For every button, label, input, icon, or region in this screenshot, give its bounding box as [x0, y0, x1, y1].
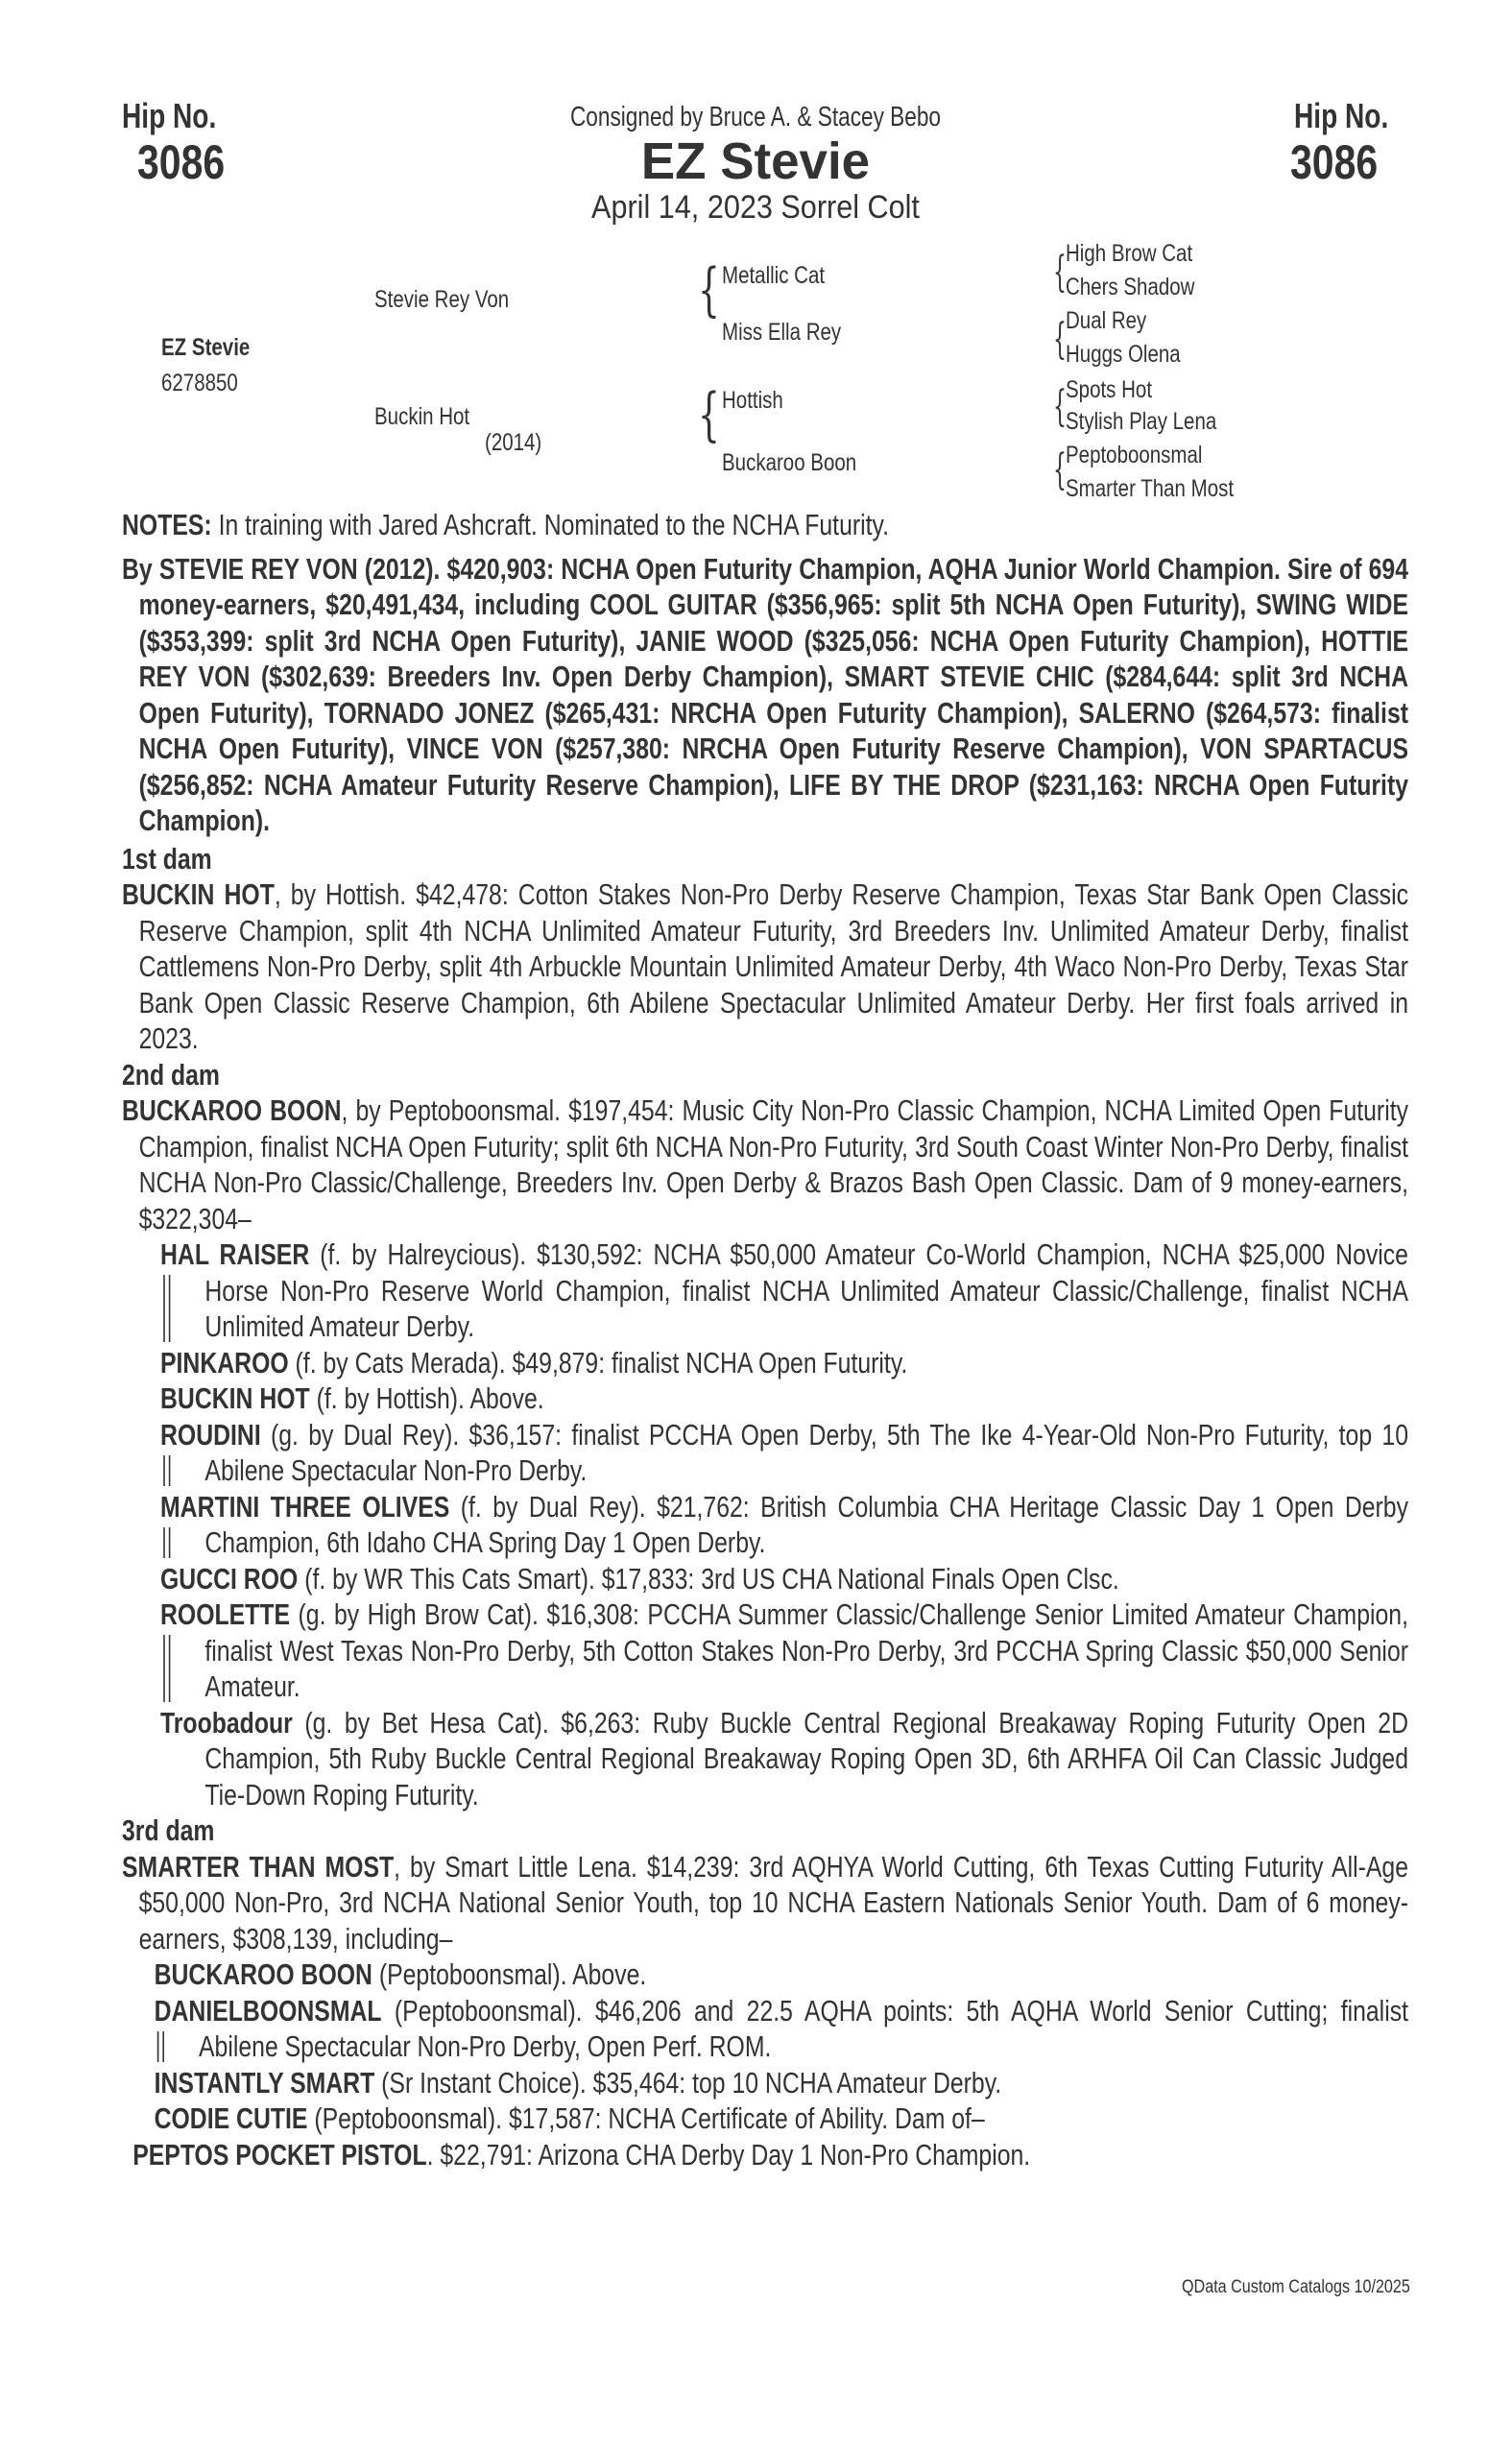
pedigree-dam: Buckin Hot — [374, 403, 470, 430]
produce-name: GUCCI ROO — [160, 1561, 299, 1596]
pedigree-gen3: Huggs Olena — [1066, 341, 1181, 368]
produce-name: INSTANTLY SMART — [154, 2065, 375, 2100]
pedigree-sire-dam: Miss Ella Rey — [722, 319, 842, 346]
hip-number-right: 3086 — [1290, 135, 1379, 189]
third-dam-heading: 3rd dam — [122, 1813, 215, 1847]
produce-name: CODIE CUTIE — [154, 2101, 308, 2135]
produce-text: (g. by Bet Hesa Cat). $6,263: Ruby Buckle Central Regional Breakaway Roping Futurity Open 2D Champion, 5th Ruby Buckle Central Regional Breakaway Roping Open 3D, 6th ARHFA Oil Can Classic Judged Tie-Down Roping Futurity. — [204, 1705, 1408, 1812]
produce-item — [160, 1489, 1408, 1561]
continuation-bar — [157, 2031, 164, 2062]
hip-number-left: 3086 — [137, 135, 226, 189]
produce-name: DANIELBOONSMAL — [154, 1993, 382, 2028]
second-dam-entry — [122, 1092, 1408, 1236]
produce-name: Troobadour — [160, 1705, 293, 1740]
pedigree-dam-year: (2014) — [485, 429, 542, 456]
second-dam-heading: 2nd dam — [122, 1057, 220, 1092]
first-dam-entry — [122, 876, 1408, 1057]
pedigree-gen3: Stylish Play Lena — [1066, 408, 1217, 435]
notes — [122, 507, 1408, 543]
grand-produce-item — [132, 2137, 1408, 2173]
third-dam-text: , by Smart Little Lena. $14,239: 3rd AQHYA World Cutting, 6th Texas Cutting Futurity All-Age $50,000 Non-Pro, 3rd NCHA National Senior Youth, top 10 NCHA Eastern Nationals Senior Youth. Dam of 6 money-earners, $308,139, including– — [138, 1849, 1409, 1956]
first-dam-heading: 1st dam — [122, 841, 212, 876]
pedigree-horse: EZ Stevie — [161, 334, 251, 361]
continuation-bar — [163, 1455, 170, 1486]
hip-label-left: Hip No. — [122, 96, 217, 135]
horse-name: EZ Stevie — [640, 132, 871, 190]
second-dam-text: , by Peptoboonsmal. $197,454: Music City Non-Pro Classic Champion, NCHA Limited Open Futurity Champion, finalist NCHA Open Futurity; split 6th NCHA Non-Pro Futurity, 3rd South Coast Winter Non-Pro Derby, finalist NCHA Non-Pro Classic/Challenge, Breeders Inv. Open Derby & Brazos Bash Open Classic. Dam of 9 money-earners, $322,304– — [138, 1093, 1409, 1236]
produce-text: (g. by Dual Rey). $36,157: finalist PCCHA Open Derby, 5th The Ike 4-Year-Old Non-Pro Futurity, top 10 Abilene Spectacular Non-Pro Derby. — [204, 1417, 1408, 1487]
produce-name: ROOLETTE — [160, 1597, 291, 1631]
second-dam-name: BUCKAROO BOON — [122, 1093, 342, 1127]
first-dam-name: BUCKIN HOT — [122, 877, 275, 911]
footer-credit: QData Custom Catalogs 10/2025 — [1182, 2277, 1410, 2297]
pedigree-registration: 6278850 — [161, 370, 238, 396]
sire-summary: By STEVIE REY VON (2012). $420,903: NCHA Open Futurity Champion, AQHA Junior World Champion. Sire of 694 money-earners, $20,491,434, including COOL GUITAR ($356,965: split 5th NCHA Open Futurity), SWING WIDE ($353,399: split 3rd NCHA Open Futurity), JANIE WOOD ($325,056: NCHA Open Futurity Champion), HOTTIE REY VON ($302,639: Breeders Inv. Open Derby Champion), SMART STEVIE CHIC ($284,644: split 3rd NCHA Open Futurity), TORNADO JONEZ ($265,431: NRCHA Open Futurity Champion), SALERNO ($264,573: finalist NCHA Open Futurity), VINCE VON ($257,380: NRCHA Open Futurity Reserve Champion), VON SPARTACUS ($256,852: NCHA Amateur Futurity Reserve Champion), LIFE BY THE DROP ($231,163: NRCHA Open Futurity Champion). — [122, 551, 1409, 837]
pedigree-sire-sire: Metallic Cat — [722, 262, 826, 289]
produce-text: (f. by Dual Rey). $21,762: British Columbia CHA Heritage Classic Day 1 Open Derby Champion, 6th Idaho CHA Spring Day 1 Open Derby. — [204, 1489, 1408, 1559]
produce-text: (f. by WR This Cats Smart). $17,833: 3rd US CHA National Finals Open Clsc. — [298, 1561, 1119, 1596]
hip-block-left — [122, 96, 244, 190]
pedigree-gen3: Peptoboonsmal — [1066, 442, 1203, 468]
produce-item — [155, 2065, 1408, 2101]
continuation-bar — [163, 1527, 170, 1558]
foaling-info: April 14, 2023 Sorrel Colt — [591, 189, 920, 226]
brace-icon: { — [1053, 445, 1067, 494]
pedigree-dam-dam: Buckaroo Boon — [722, 449, 857, 476]
produce-item — [155, 2100, 1408, 2137]
catalog-body — [122, 507, 1408, 2172]
pedigree-sire: Stevie Rey Von — [374, 286, 510, 313]
produce-item — [155, 1956, 1408, 1993]
produce-item — [160, 1561, 1408, 1597]
third-dam-entry — [122, 1849, 1408, 1957]
second-dam-produce-list — [122, 1236, 1408, 1812]
third-dam-name: SMARTER THAN MOST — [122, 1849, 395, 1884]
produce-text: (g. by High Brow Cat). $16,308: PCCHA Summer Classic/Challenge Senior Limited Amateur Champion, finalist West Texas Non-Pro Derby, 5th Cotton Stakes Non-Pro Derby, 3rd PCCHA Spring Classic $50,000 Senior Amateur. — [204, 1597, 1408, 1703]
produce-name: ROUDINI — [160, 1417, 261, 1452]
produce-text: (Sr Instant Choice). $35,464: top 10 NCHA Amateur Derby. — [374, 2065, 1002, 2100]
produce-item — [160, 1417, 1408, 1489]
brace-icon: { — [1053, 248, 1067, 297]
brace-icon: { — [1053, 382, 1067, 431]
produce-item — [160, 1345, 1408, 1381]
notes-text: In training with Jared Ashcraft. Nominated to the NCHA Futurity. — [211, 508, 889, 541]
hip-block-right — [1290, 96, 1415, 190]
brace-icon: { — [1053, 315, 1067, 364]
produce-item — [160, 1705, 1408, 1813]
produce-item — [155, 1993, 1408, 2065]
continuation-bar — [163, 1275, 170, 1342]
consignor: Consigned by Bruce A. & Stacey Bebo — [569, 102, 942, 132]
brace-icon: { — [698, 381, 720, 448]
hip-label-right: Hip No. — [1294, 96, 1389, 135]
produce-text: (f. by Hottish). Above. — [309, 1381, 544, 1415]
third-dam-produce-list — [122, 1956, 1408, 2172]
pedigree-gen3: Smarter Than Most — [1066, 475, 1235, 502]
produce-item — [160, 1236, 1408, 1345]
continuation-bar — [163, 1635, 170, 1702]
pedigree-gen3: Dual Rey — [1066, 307, 1147, 334]
produce-item — [160, 1380, 1408, 1417]
produce-text: . $22,791: Arizona CHA Derby Day 1 Non-Pro Champion. — [426, 2137, 1031, 2172]
pedigree-gen3: High Brow Cat — [1066, 240, 1193, 267]
pedigree-gen3: Spots Hot — [1066, 376, 1153, 403]
title-block — [372, 102, 1140, 227]
produce-name: BUCKIN HOT — [160, 1381, 310, 1415]
produce-name: BUCKAROO BOON — [154, 1957, 372, 1991]
pedigree-dam-sire: Hottish — [722, 387, 783, 414]
produce-item — [160, 1596, 1408, 1705]
produce-text: (Peptoboonsmal). Above. — [372, 1957, 647, 1991]
notes-label: NOTES: — [122, 508, 212, 541]
pedigree-gen3: Chers Shadow — [1066, 274, 1195, 300]
produce-name: PINKAROO — [160, 1345, 289, 1380]
produce-text: (f. by Halreycious). $130,592: NCHA $50,000 Amateur Co-World Champion, NCHA $25,000 Novice Horse Non-Pro Reserve World Champion, finalist NCHA Unlimited Amateur Classic/Challenge, finalist NCHA Unlimited Amateur Derby. — [204, 1237, 1408, 1343]
produce-name: MARTINI THREE OLIVES — [160, 1489, 450, 1524]
first-dam-text: , by Hottish. $42,478: Cotton Stakes Non-Pro Derby Reserve Champion, Texas Star Bank Open Classic Reserve Champion, split 4th NCHA Unlimited Amateur Futurity, 3rd Breeders Inv. Unlimited Amateur Derby, finalist Cattlemens Non-Pro Derby, split 4th Arbuckle Mountain Unlimited Amateur Derby, 4th Waco Non-Pro Derby, Texas Star Bank Open Classic Reserve Champion, 6th Abilene Spectacular Unlimited Amateur Derby. Her first foals arrived in 2023. — [138, 877, 1409, 1055]
produce-text: (Peptoboonsmal). $46,206 and 22.5 AQHA points: 5th AQHA World Senior Cutting; finalist Abilene Spectacular Non-Pro Derby, Open Perf. ROM. — [199, 1993, 1409, 2063]
produce-text: (Peptoboonsmal). $17,587: NCHA Certificate of Ability. Dam of– — [307, 2101, 985, 2135]
produce-name: PEPTOS POCKET PISTOL — [132, 2137, 427, 2172]
produce-text: (f. by Cats Merada). $49,879: finalist NCHA Open Futurity. — [288, 1345, 908, 1380]
produce-name: HAL RAISER — [160, 1237, 310, 1271]
brace-icon: { — [698, 256, 720, 324]
